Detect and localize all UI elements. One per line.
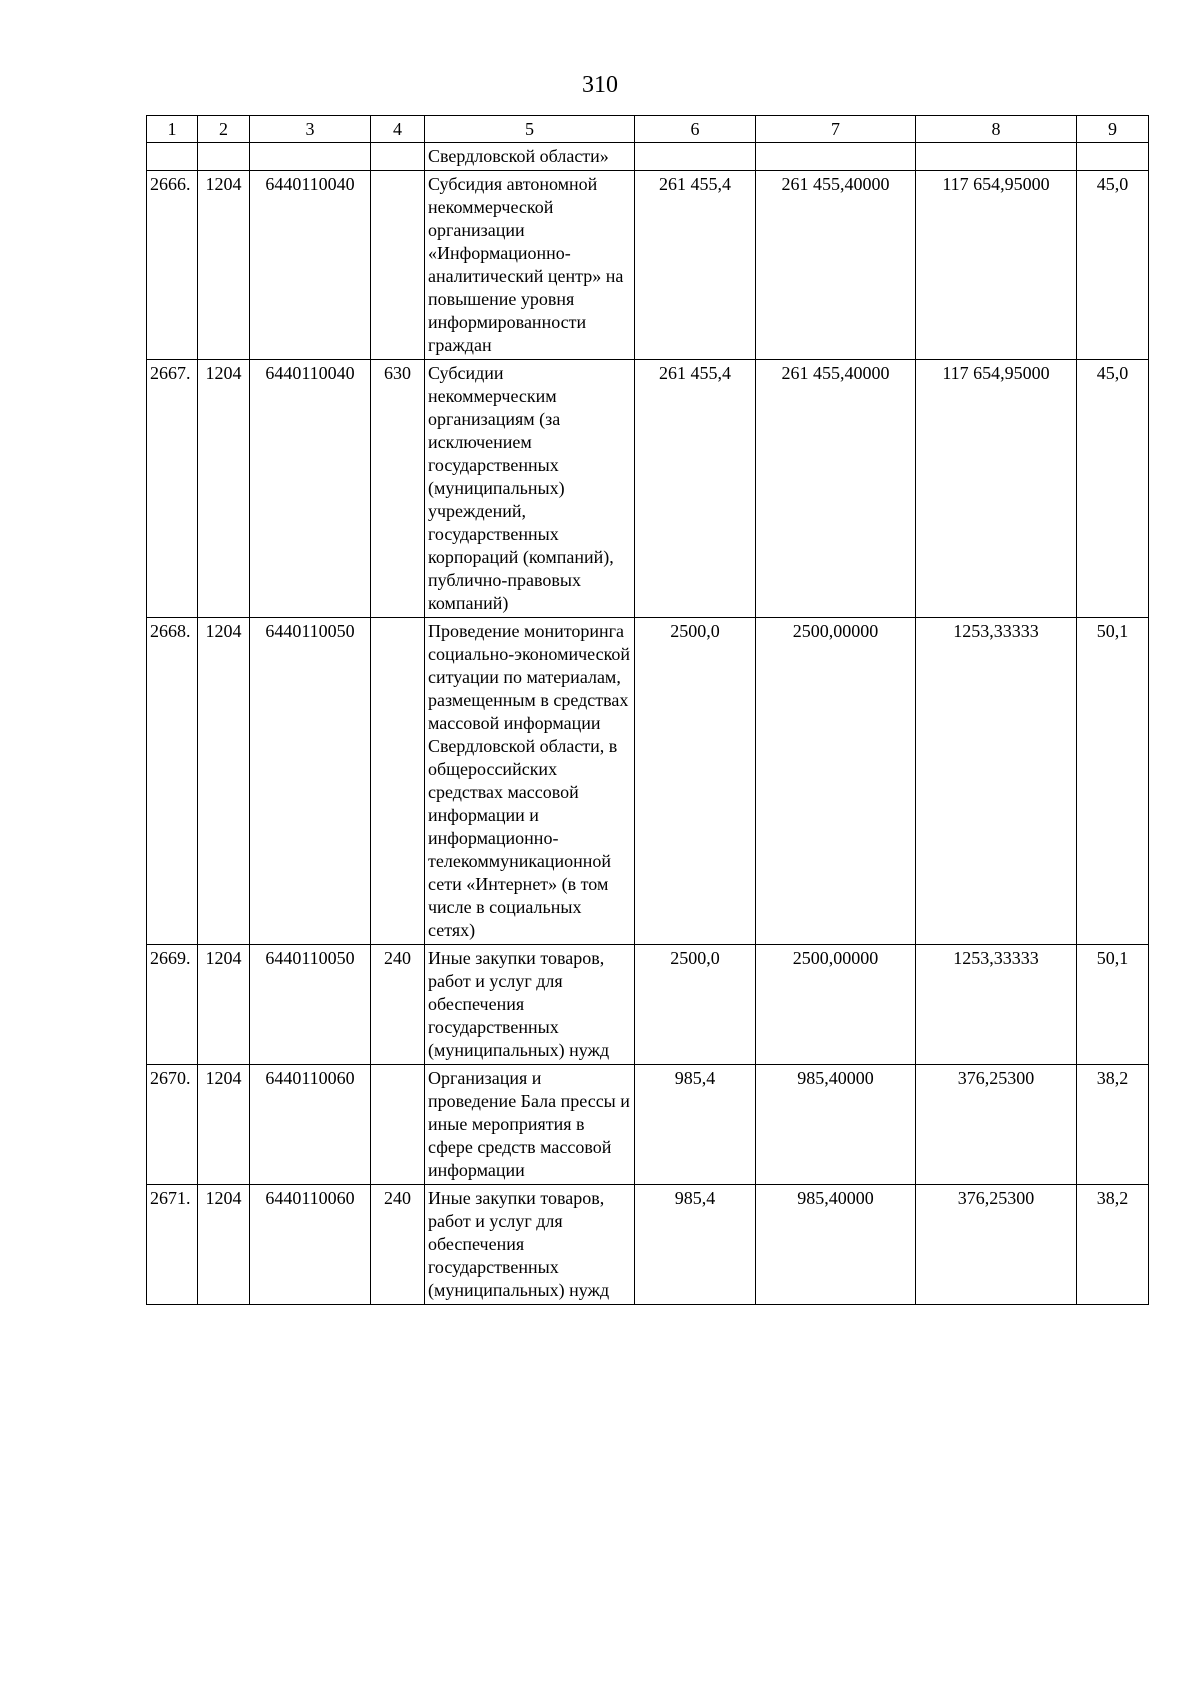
column-header-7: 7 — [756, 116, 916, 143]
approved-amount: 2500,0 — [635, 945, 756, 1065]
section-code — [198, 143, 250, 171]
table-row — [147, 360, 1149, 618]
section-code: 1204 — [198, 360, 250, 618]
item-name: Субсидия автономной некоммерческой организации «Информационно-аналитический центр» на повышение уровня информированности граждан — [425, 171, 635, 360]
plan-amount: 2500,00000 — [756, 618, 916, 945]
approved-amount: 985,4 — [635, 1065, 756, 1185]
plan-amount: 985,40000 — [756, 1065, 916, 1185]
column-header-1: 1 — [147, 116, 198, 143]
column-header-2: 2 — [198, 116, 250, 143]
executed-amount: 117 654,95000 — [916, 171, 1077, 360]
target-code: 6440110040 — [250, 171, 371, 360]
approved-amount: 985,4 — [635, 1185, 756, 1305]
column-header-5: 5 — [425, 116, 635, 143]
target-code: 6440110040 — [250, 360, 371, 618]
plan-amount: 261 455,40000 — [756, 171, 916, 360]
execution-percent: 38,2 — [1077, 1185, 1149, 1305]
execution-percent: 45,0 — [1077, 360, 1149, 618]
page-number: 310 — [582, 72, 618, 98]
column-header-3: 3 — [250, 116, 371, 143]
header-row — [147, 116, 1149, 143]
executed-amount: 117 654,95000 — [916, 360, 1077, 618]
expense-code — [371, 143, 425, 171]
execution-percent: 50,1 — [1077, 618, 1149, 945]
executed-amount: 376,25300 — [916, 1065, 1077, 1185]
target-code: 6440110060 — [250, 1065, 371, 1185]
table-row — [147, 143, 1149, 171]
plan-amount: 985,40000 — [756, 1185, 916, 1305]
row-number: 2667. — [147, 360, 198, 618]
table-row — [147, 171, 1149, 360]
section-code: 1204 — [198, 1185, 250, 1305]
executed-amount: 1253,33333 — [916, 618, 1077, 945]
item-name: Организация и проведение Бала прессы и иные мероприятия в сфере средств массовой информации — [425, 1065, 635, 1185]
expense-code: 240 — [371, 1185, 425, 1305]
row-number: 2670. — [147, 1065, 198, 1185]
row-number: 2666. — [147, 171, 198, 360]
expense-code — [371, 1065, 425, 1185]
target-code: 6440110060 — [250, 1185, 371, 1305]
column-header-8: 8 — [916, 116, 1077, 143]
column-header-4: 4 — [371, 116, 425, 143]
expense-code: 240 — [371, 945, 425, 1065]
target-code: 6440110050 — [250, 945, 371, 1065]
row-number: 2668. — [147, 618, 198, 945]
budget-table — [146, 115, 1149, 1305]
expense-code: 630 — [371, 360, 425, 618]
approved-amount — [635, 143, 756, 171]
execution-percent — [1077, 143, 1149, 171]
section-code: 1204 — [198, 618, 250, 945]
section-code: 1204 — [198, 1065, 250, 1185]
execution-percent: 45,0 — [1077, 171, 1149, 360]
plan-amount: 261 455,40000 — [756, 360, 916, 618]
row-number — [147, 143, 198, 171]
row-number: 2671. — [147, 1185, 198, 1305]
target-code: 6440110050 — [250, 618, 371, 945]
plan-amount — [756, 143, 916, 171]
table-row — [147, 945, 1149, 1065]
plan-amount: 2500,00000 — [756, 945, 916, 1065]
item-name: Свердловской области» — [425, 143, 635, 171]
executed-amount: 376,25300 — [916, 1185, 1077, 1305]
column-header-6: 6 — [635, 116, 756, 143]
table-row — [147, 1065, 1149, 1185]
approved-amount: 261 455,4 — [635, 360, 756, 618]
item-name: Иные закупки товаров, работ и услуг для обеспечения государственных (муниципальных) нужд — [425, 945, 635, 1065]
execution-percent: 38,2 — [1077, 1065, 1149, 1185]
item-name: Проведение мониторинга социально-экономической ситуации по материалам, размещенным в средствах массовой информации Свердловской области, в общероссийских средствах массовой информации и информационно-телекоммуникационной сети «Интернет» (в том числе в социальных сетях) — [425, 618, 635, 945]
executed-amount: 1253,33333 — [916, 945, 1077, 1065]
column-header-9: 9 — [1077, 116, 1149, 143]
table-row — [147, 1185, 1149, 1305]
target-code — [250, 143, 371, 171]
executed-amount — [916, 143, 1077, 171]
approved-amount: 2500,0 — [635, 618, 756, 945]
expense-code — [371, 171, 425, 360]
section-code: 1204 — [198, 945, 250, 1065]
approved-amount: 261 455,4 — [635, 171, 756, 360]
section-code: 1204 — [198, 171, 250, 360]
table-row — [147, 618, 1149, 945]
execution-percent: 50,1 — [1077, 945, 1149, 1065]
expense-code — [371, 618, 425, 945]
row-number: 2669. — [147, 945, 198, 1065]
item-name: Субсидии некоммерческим организациям (за исключением государственных (муниципальных) учреждений, государственных корпораций (компаний), публично-правовых компаний) — [425, 360, 635, 618]
item-name: Иные закупки товаров, работ и услуг для обеспечения государственных (муниципальных) нужд — [425, 1185, 635, 1305]
